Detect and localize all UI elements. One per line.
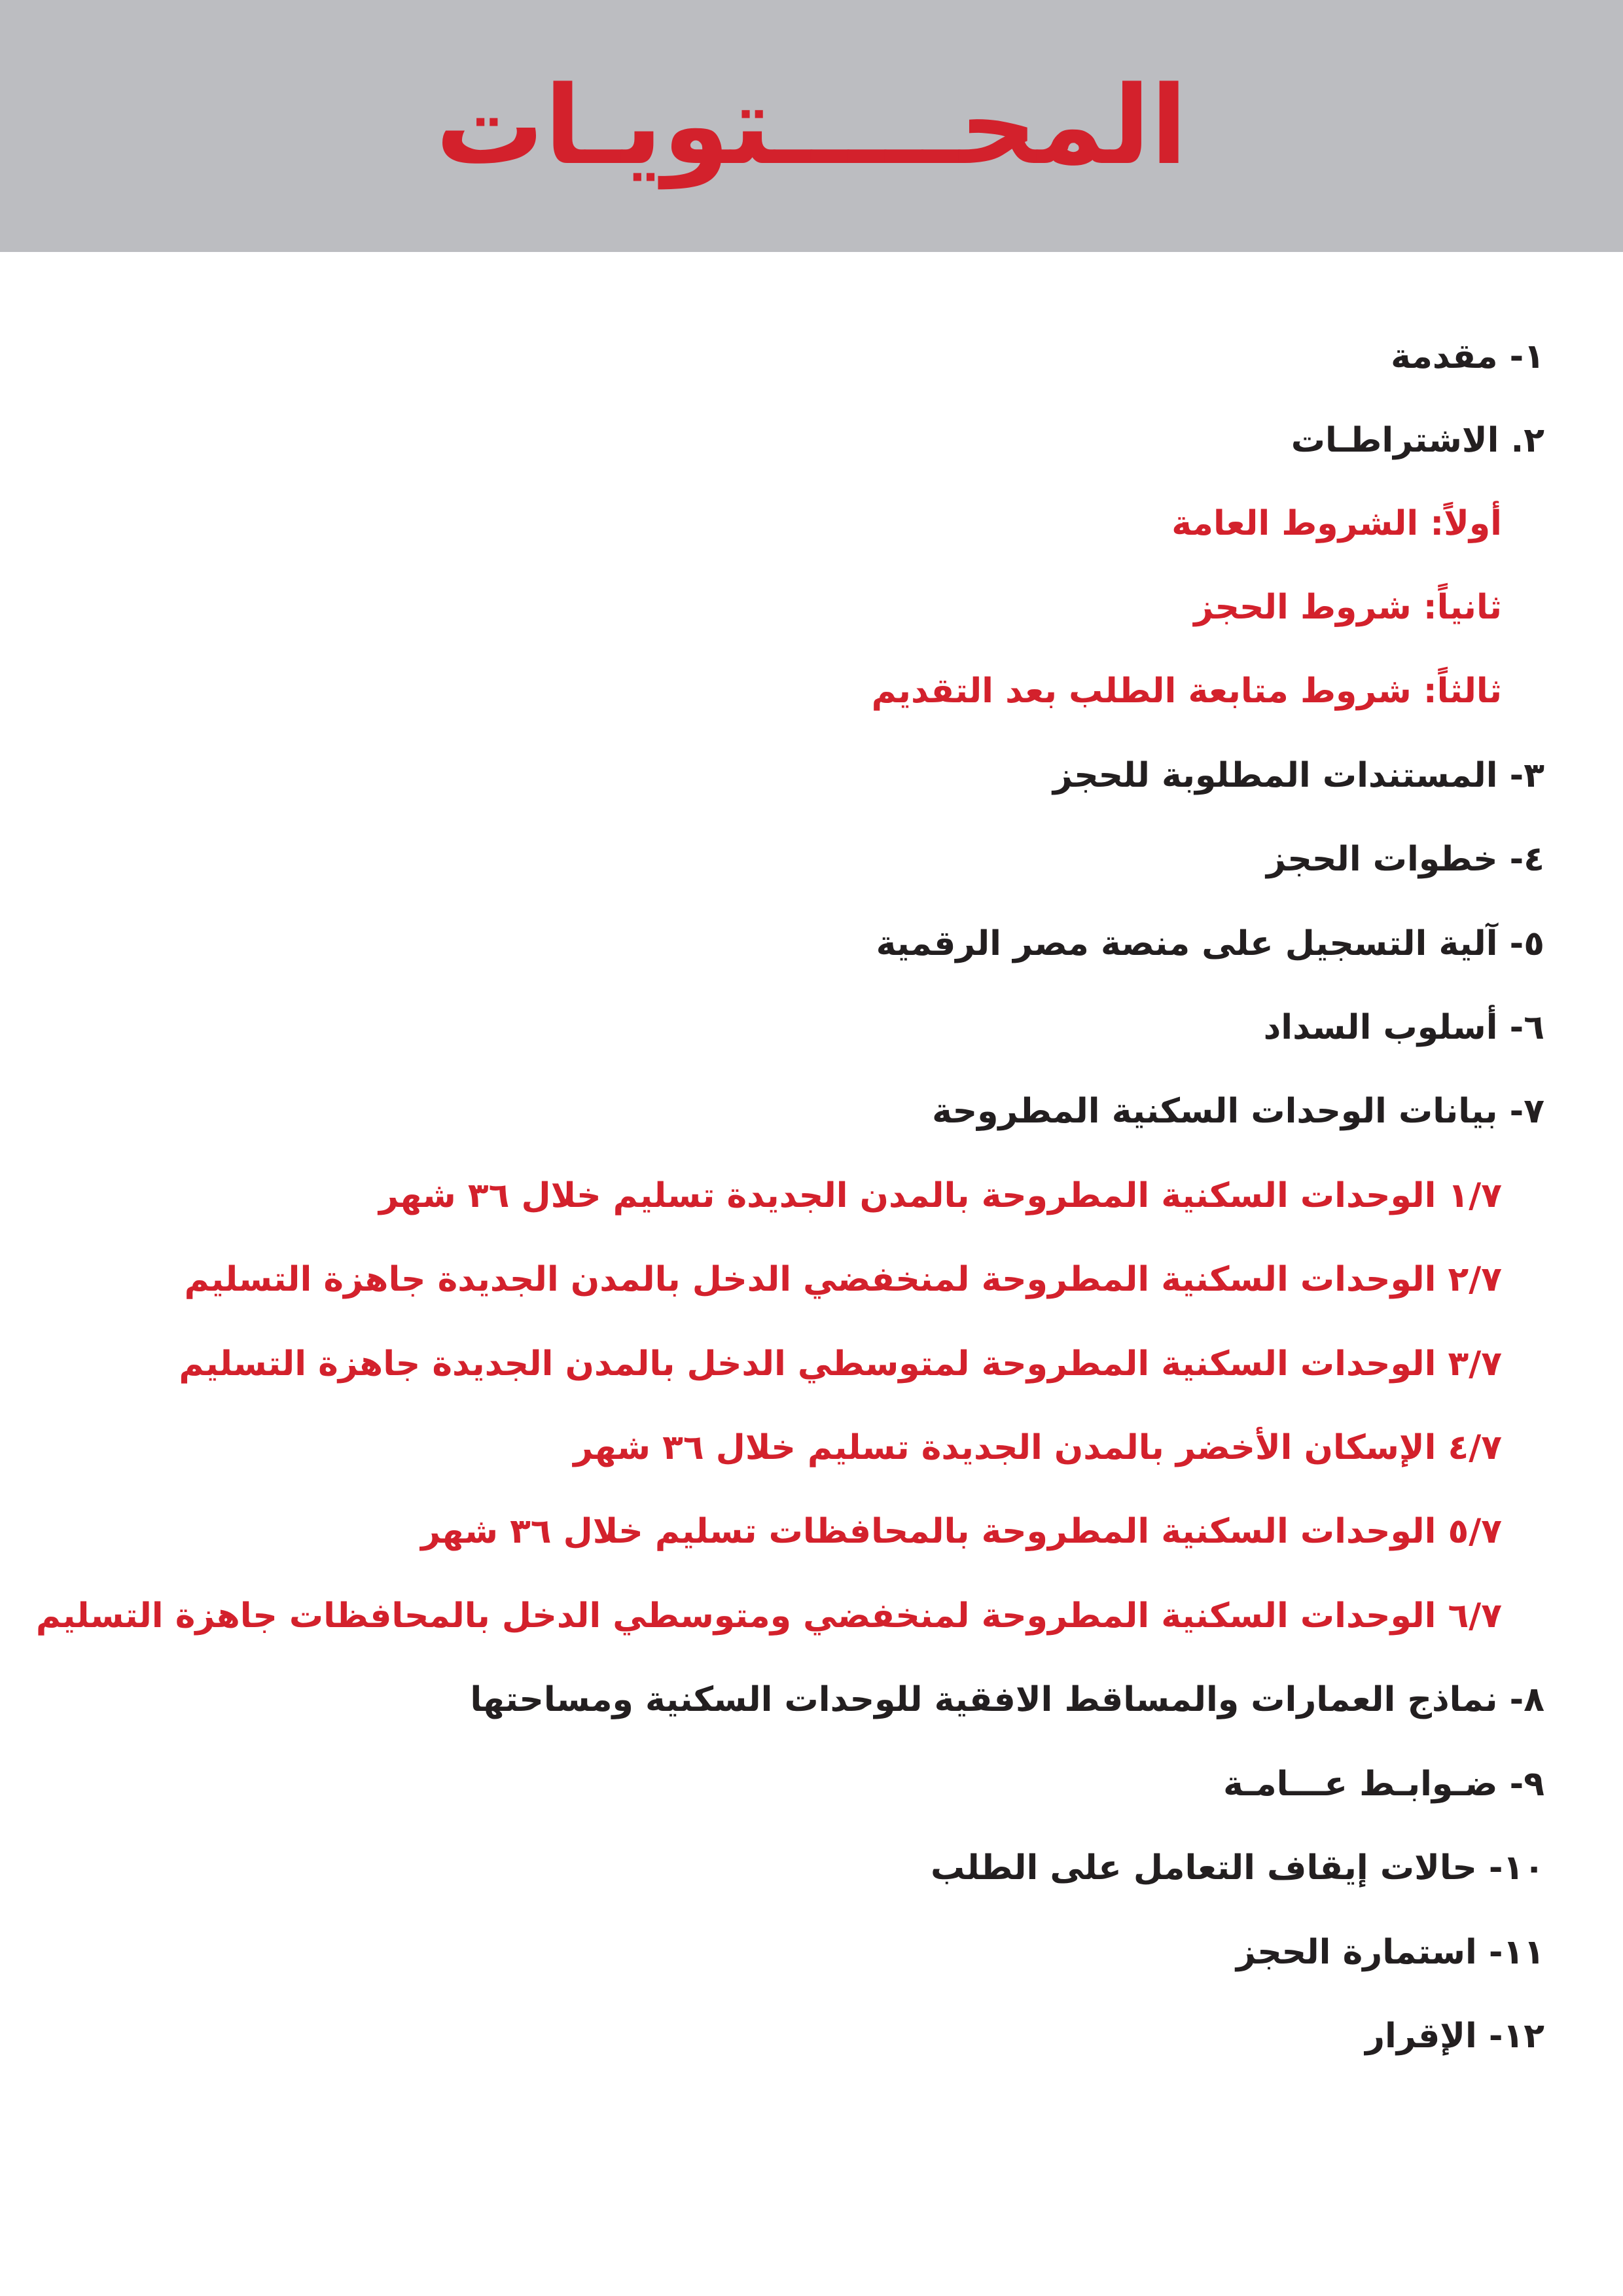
toc-item-booking-form[interactable]: ١١- استمارة الحجز [1236, 1933, 1544, 1972]
toc-subitem-7-6[interactable]: ٦/٧ الوحدات السكنية المطروحة لمنخفضي ومتوسطي الدخل بالمحافظات جاهزة التسليم [35, 1596, 1502, 1636]
toc-item-required-documents[interactable]: ٣- المستندات المطلوبة للحجز [1052, 756, 1544, 795]
toc-item-housing-units-data[interactable]: ٧- بيانات الوحدات السكنية المطروحة [932, 1092, 1544, 1131]
page-title: المحـــــتويـات [435, 63, 1188, 188]
toc-subitem-7-4[interactable]: ٤/٧ الإسكان الأخضر بالمدن الجديدة تسليم خلال ٣٦ شهر [573, 1428, 1502, 1467]
toc-item-declaration[interactable]: ١٢- الإقرار [1365, 2017, 1544, 2056]
toc-item-general-rules[interactable]: ٩- ضـوابـط عـــامـة [1223, 1765, 1544, 1804]
toc-item-introduction[interactable]: ١- مقدمة [1391, 337, 1544, 376]
toc-subitem-7-2[interactable]: ٢/٧ الوحدات السكنية المطروحة لمنخفضي الدخل بالمدن الجديدة جاهزة التسليم [184, 1260, 1502, 1299]
toc-subitem-7-1[interactable]: ١/٧ الوحدات السكنية المطروحة بالمدن الجديدة تسليم خلال ٣٦ شهر [378, 1176, 1502, 1215]
toc-subitem-booking-terms[interactable]: ثانياً: شروط الحجز [1194, 588, 1502, 627]
toc-item-requirements[interactable]: ٢. الاشتراطـات [1291, 421, 1544, 460]
toc-item-building-models[interactable]: ٨- نماذج العمارات والمساقط الافقية للوحدات السكنية ومساحتها [470, 1680, 1544, 1719]
toc-item-payment-method[interactable]: ٦- أسلوب السداد [1263, 1008, 1544, 1047]
toc-item-booking-steps[interactable]: ٤- خطوات الحجز [1266, 840, 1544, 879]
toc-item-suspension-cases[interactable]: ١٠- حالات إيقاف التعامل على الطلب [931, 1848, 1544, 1888]
toc-subitem-7-3[interactable]: ٣/٧ الوحدات السكنية المطروحة لمتوسطي الدخل بالمدن الجديدة جاهزة التسليم [179, 1344, 1502, 1384]
toc-subitem-followup-terms[interactable]: ثالثاً: شروط متابعة الطلب بعد التقديم [871, 672, 1502, 711]
toc-item-registration[interactable]: ٥- آلية التسجيل على منصة مصر الرقمية [876, 924, 1544, 963]
toc-subitem-general-terms[interactable]: أولاً: الشروط العامة [1171, 504, 1502, 543]
toc-subitem-7-5[interactable]: ٥/٧ الوحدات السكنية المطروحة بالمحافظات تسليم خلال ٣٦ شهر [421, 1512, 1502, 1551]
